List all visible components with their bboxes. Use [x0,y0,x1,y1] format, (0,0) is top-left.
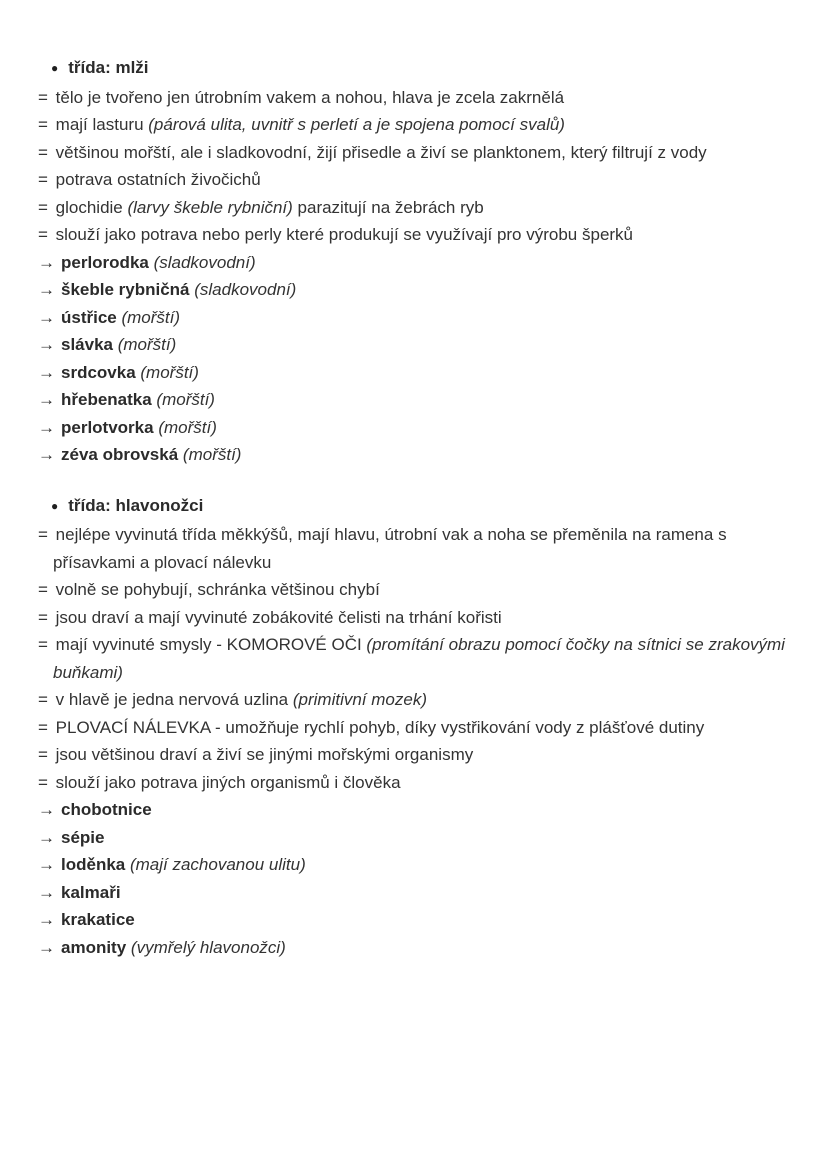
example-note: (sladkovodní) [189,280,297,299]
example-name: loděnka [61,855,126,874]
example-note: (mořští) [113,335,177,354]
equals-marker: = [38,170,53,189]
fact-text [53,525,727,572]
fact-segment: slouží jako potrava nebo perly které produkují se využívají pro výrobu šperků [55,225,634,244]
example-name: chobotnice [61,800,152,819]
arrow-icon: → [38,800,55,819]
fact-segment: tělo je tvořeno jen útrobním vakem a nohou, hlava je zcela zakrnělá [55,87,565,107]
fact-line [38,631,798,686]
fact-text [56,608,502,627]
equals-marker: = [38,525,53,544]
fact-note-italic: (párová ulita, uvnitř s perletí a je spojena pomocí svalů) [148,115,565,134]
equals-marker: = [38,142,53,162]
equals-marker: = [38,225,53,244]
fact-line [38,139,798,167]
arrow-icon: → [38,307,55,327]
fact-line [38,741,798,769]
equals-marker: = [38,580,53,599]
equals-marker: = [38,197,53,217]
fact-segment: většinou mořští, ale i sladkovodní, žijí přisedle a živí se planktonem, který filtrují z vody [55,142,707,162]
fact-line [38,714,798,742]
arrow-icon: → [38,390,55,409]
equals-marker: = [38,690,53,709]
fact-segment: volně se pohybují, schránka většinou chybí [55,580,380,599]
example-line [38,441,798,469]
example-name: sépie [61,827,105,847]
fact-line [38,111,798,139]
example-note: (mořští) [151,390,215,409]
example-note: (mají zachovanou ulitu) [125,855,306,874]
equals-marker: = [38,635,53,654]
fact-text [56,690,427,709]
fact-segment: mají vyvinuté smysly - KOMOROVÉ OČI [55,635,367,654]
section-heading [51,492,798,522]
fact-line [38,769,798,797]
equals-marker: = [38,745,53,764]
equals-marker: = [38,717,53,737]
fact-text [56,773,401,792]
fact-text [56,225,633,244]
arrow-icon: → [38,937,55,957]
example-line [38,851,798,879]
arrow-icon: → [38,445,55,464]
bullet-icon: ● [51,498,59,513]
example-line [38,331,798,359]
fact-text [56,745,474,764]
fact-note-italic: (primitivní mozek) [292,690,427,709]
section-heading-label: třída: mlži [68,58,149,77]
example-name: škeble rybničná [61,280,190,299]
fact-list [38,521,798,796]
fact-text [56,198,484,217]
fact-list [38,84,798,249]
example-name: perlotvorka [61,417,154,437]
example-line [38,359,798,387]
bullet-icon: ● [51,61,59,75]
fact-text [56,115,565,134]
fact-line [38,194,798,222]
arrow-icon: → [38,910,55,929]
example-note: (vymřelý hlavonožci) [126,937,286,957]
equals-marker: = [38,115,53,134]
arrow-icon: → [38,882,55,902]
example-name: krakatice [61,910,135,929]
fact-note-italic: (promítání obrazu pomocí čočky na sítnici se zrakovými buňkami) [53,635,785,682]
fact-text [56,143,707,162]
example-line [38,304,798,332]
arrow-icon: → [38,335,55,354]
equals-marker: = [38,607,53,627]
example-line [38,796,798,824]
fact-segment: jsou draví a mají vyvinuté zobákovité čelisti na trhání kořisti [55,607,502,627]
notes-content [38,54,798,961]
fact-text [56,580,380,599]
arrow-icon: → [38,417,55,437]
example-name: ústřice [61,307,117,327]
section-heading [51,54,798,84]
example-line [38,824,798,852]
example-name: zéva obrovská [61,445,179,464]
example-note: (mořští) [116,307,181,327]
arrow-icon: → [38,855,55,874]
example-line [38,386,798,414]
arrow-icon: → [38,827,55,847]
equals-marker: = [38,772,53,792]
example-name: kalmaři [61,882,121,902]
example-note: (mořští) [135,362,199,382]
example-note: (sladkovodní) [148,252,256,272]
fact-segment: glochidie [55,197,128,217]
fact-segment: slouží jako potrava jiných organismů i člověka [55,772,401,792]
fact-text [53,635,785,682]
fact-segment: mají lasturu [55,115,149,134]
fact-text [56,170,261,189]
arrow-icon: → [38,280,55,299]
fact-line [38,84,798,112]
example-line [38,276,798,304]
fact-segment: PLOVACÍ NÁLEVKA - umožňuje rychlí pohyb, díky vystřikování vody z plášťové dutiny [55,717,705,737]
fact-line [38,221,798,249]
fact-segment: v hlavě je jedna nervová uzlina [55,690,293,709]
equals-marker: = [38,87,53,107]
example-name: amonity [61,937,127,957]
example-list [38,796,798,961]
section-heading-label: třída: hlavonožci [68,495,204,515]
example-line [38,906,798,934]
example-name: slávka [61,335,113,354]
notes-section [38,492,798,962]
example-list [38,249,798,469]
fact-line [38,576,798,604]
example-note: (mořští) [153,417,217,437]
example-name: srdcovka [61,362,136,382]
fact-segment: parazitují na žebrách ryb [292,197,484,217]
arrow-icon: → [38,252,55,272]
notes-section [38,54,798,469]
fact-segment: potrava ostatních živočichů [55,170,261,189]
example-line [38,879,798,907]
example-line [38,414,798,442]
fact-text [56,88,564,107]
fact-text [56,718,705,737]
example-line [38,249,798,277]
fact-segment: nejlépe vyvinutá třída měkkýšů, mají hlavu, útrobní vak a noha se přeměnila na ramena s přísavkami a plovací nálevku [53,525,727,572]
example-line [38,934,798,962]
fact-note-italic: (larvy škeble rybniční) [127,197,293,217]
fact-line [38,686,798,714]
example-name: perlorodka [61,252,149,272]
fact-segment: jsou většinou draví a živí se jinými mořskými organismy [55,745,474,764]
fact-line [38,604,798,632]
example-note: (mořští) [178,445,242,464]
arrow-icon: → [38,362,55,382]
fact-line [38,521,798,576]
example-name: hřebenatka [61,390,152,409]
fact-line [38,166,798,194]
